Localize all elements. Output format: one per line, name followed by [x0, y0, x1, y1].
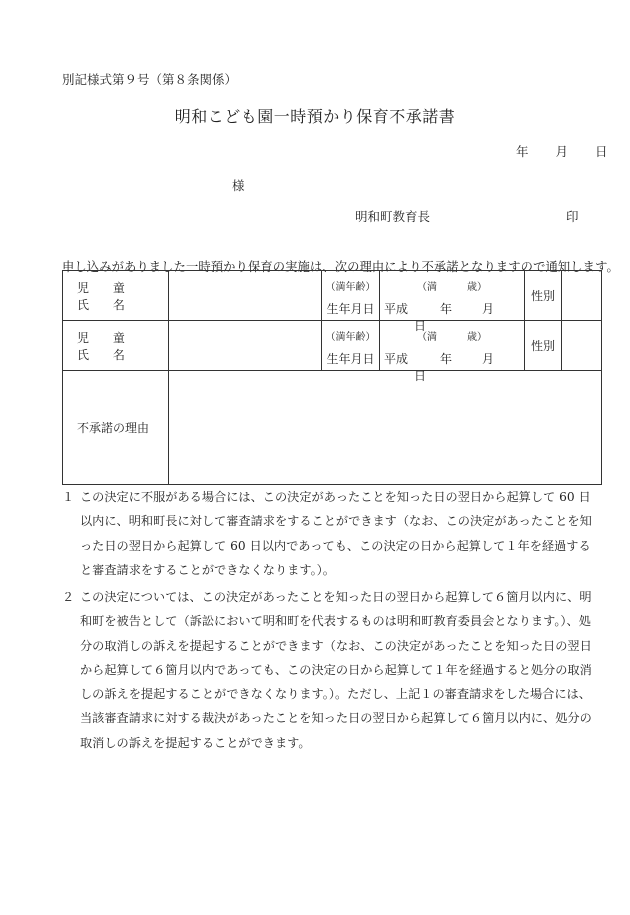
- child-name-label: 児 童 氏 名: [63, 271, 169, 321]
- reason-label: 不承諾の理由: [63, 371, 169, 485]
- date-year: 年: [516, 144, 529, 159]
- note-text: この決定については、この決定があったことを知った日の翌日から起算して６箇月以内に、明和町を被告として（訴訟において明和町を代表するものは明和町教育委員会となります。）、処分の取消しの訴えを提起することができます（なお、この決定があったことを知った日の翌日から起算して６箇月以内であっても、この決定の日から起算して１年を経過すると処分の取消しの訴えを提起することができなくなります。）。ただし、上記１の審査請求をした場合には、当該審査請求に対する裁決があったことを知った日の翌日から起算して６箇月以内に、処分の取消しの訴えを提起することができます。: [80, 590, 592, 750]
- year-label: 年: [440, 351, 453, 366]
- date-month: 月: [555, 144, 569, 159]
- date-day: 日: [595, 144, 608, 159]
- child-name-field[interactable]: [169, 321, 322, 371]
- note-item: [62, 585, 602, 755]
- child-row-2: [63, 321, 602, 371]
- form-number: 別記様式第９号（第８条関係）: [62, 72, 238, 87]
- child-name-field[interactable]: [169, 271, 322, 321]
- child-row-1: [63, 271, 602, 321]
- birth-date-label: 生年月日: [326, 301, 375, 316]
- issuer-title: 明和町教育長: [355, 209, 431, 224]
- era-label: 平成: [384, 301, 409, 316]
- gender-label: 性別: [525, 321, 562, 371]
- addressee-suffix: 様: [232, 178, 245, 193]
- reason-row: [63, 371, 602, 485]
- note-number: １: [62, 490, 75, 504]
- birth-date-label: 生年月日: [326, 351, 375, 366]
- intro-text: 申し込みがありました一時預かり保育の実施は、次の理由により不承諾となりますので通知します。: [62, 260, 619, 274]
- note-item: [62, 485, 602, 582]
- seal-mark: 印: [566, 209, 579, 224]
- birth-date-field[interactable]: [380, 271, 525, 333]
- info-table: [62, 270, 602, 485]
- age-value: （満 歳）: [417, 281, 487, 293]
- birth-date-field[interactable]: [380, 318, 525, 383]
- gender-label: 性別: [525, 271, 562, 321]
- day-label: 日: [414, 368, 427, 383]
- date-line: [516, 142, 608, 160]
- child-name-label: 児 童 氏 名: [63, 321, 169, 371]
- day-label: 日: [414, 318, 427, 333]
- month-label: 月: [482, 301, 495, 316]
- gender-field[interactable]: [562, 321, 602, 371]
- era-label: 平成: [384, 351, 409, 366]
- note-text: この決定に不服がある場合には、この決定があったことを知った日の翌日から起算して 60 日以内に、明和町長に対して審査請求をすることができます（なお、この決定があったことを知った日の翌日から起算して 60 日以内であっても、この決定の日から起算して１年を経過すると審査請求をすることができなくなります。）。: [80, 490, 592, 577]
- gender-field[interactable]: [562, 271, 602, 321]
- month-label: 月: [482, 351, 495, 366]
- document-title: 明和こども園一時預かり保育不承諾書: [174, 107, 456, 126]
- birth-date-label-cell: [322, 271, 380, 321]
- age-label: （満年齢）: [325, 281, 376, 293]
- note-number: ２: [62, 590, 75, 604]
- age-label: （満年齢）: [325, 331, 376, 343]
- birth-date-label-cell: [322, 321, 380, 371]
- year-label: 年: [440, 301, 453, 316]
- reason-field[interactable]: [169, 368, 602, 485]
- age-value: （満 歳）: [417, 331, 487, 343]
